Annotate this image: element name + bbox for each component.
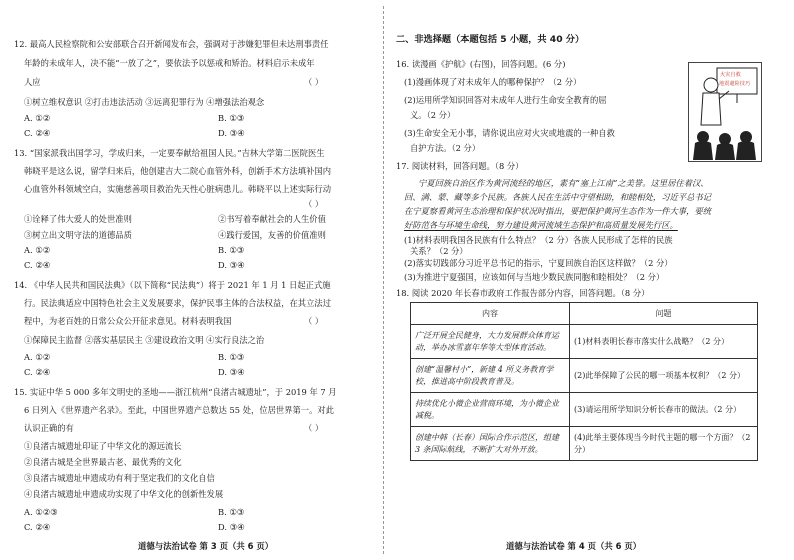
q15-option-4: ④良渚古城遗址申遗成功实现了中华文化的创新性发展 [24, 489, 224, 499]
q14-stem-line3: 程中，为老百姓的日常公众公开征求意见。材料表明我国 [24, 316, 232, 326]
q13-option-c[interactable]: C. ②④ [24, 260, 51, 270]
q17-passage-line2: 回、满、蒙、藏等多个民族。各族人民在生活中守望相助，和睦相处，习近平总书记 [404, 192, 711, 202]
q15-stem-line2: 6 日列入《世界遗产名录》。至此，中国世界遗产总数达 55 处，位居世界第一。对此 [24, 405, 334, 415]
q18-row4-question: (4)此举主要体现当今时代主题的哪一个方面？（2 分） [570, 427, 758, 461]
q14-stem-line2: 行。民法典适应中国特色社会主义发展要求，保护民事主体的合法权益，在其立法过 [24, 298, 331, 308]
q12-stem-line3: 人应 [24, 77, 41, 87]
q17-sub2: (2)落实切践部分习近平总书记的指示，宁夏回族自治区这样做？（2 分） [404, 258, 673, 268]
q13-stem-line1: 13. “国家派我出国学习，学成归来，一定要奉献给祖国人民。”吉林大学第二医院医生 [14, 148, 325, 158]
q17-passage-line1: 宁夏回族自治区作为黄河流经的地区，素有“塞上江南”之美誉。这里居住着汉、 [418, 178, 709, 188]
q12-option-d[interactable]: D. ③④ [218, 128, 245, 138]
q17-sub1-cont: 关系？（2 分） [410, 246, 468, 256]
q16-sub3-line1: (3)生命安全无小事，请你说出应对火灾或地震的一种自救 [404, 128, 615, 138]
board-line2: 地震避险技巧 [719, 81, 751, 87]
q16-sub1: (1)漫画体现了对未成年人的哪种保护？（2 分） [404, 77, 582, 87]
q16-sub2-line1: (2)运用所学知识回答对未成年人进行生命安全教育的屈 [404, 95, 607, 105]
q18-table [410, 302, 758, 461]
q14-answer-paren: （ ） [304, 316, 324, 326]
q15-option-3: ③良渚古城遗址申遗成功有利于坚定我们的文化自信 [24, 473, 215, 483]
q16-sub3-line2: 自护方法。（2 分） [410, 143, 481, 153]
q15-option-1: ①良渚古城遗址印证了中华文化的源远流长 [24, 441, 182, 451]
q13-option-3: ③树立出文明守法的道德品质 [24, 230, 132, 240]
page-divider [383, 6, 384, 554]
section-heading: 二、非选择题（本题包括 5 小题，共 40 分） [396, 34, 585, 45]
q15-stem-line3: 认识正确的有 [24, 423, 74, 433]
q18-row1-question: (1)材料表明长春市落实什么战略？（2 分） [570, 325, 758, 359]
q14-option-d[interactable]: D. ③④ [218, 367, 245, 377]
q12-option-c[interactable]: C. ②④ [24, 128, 51, 138]
q15-option-a[interactable]: A. ①②③ [24, 507, 58, 517]
q17-passage-line4: 好防范各与环境生命线，努力建设黄河流域生态保护和高质量发展先行区。 [404, 220, 678, 230]
q15-option-d[interactable]: D. ③④ [218, 522, 245, 532]
q13-stem-line2: 韩晓平是这么说，留学归来后，他创建吉大二院心血管外科，创新手术方法填补国内 [24, 166, 331, 176]
q18-header-content: 内容 [411, 303, 570, 325]
q16-stem: 16. 读漫画《护航》(右图)，回答问题。(6 分) [396, 59, 566, 69]
q18-row3-content: 持续优化小微企业营商环境，为小微企业减税。 [411, 393, 570, 427]
right-page-footer: 道德与法治试卷 第 4 页（共 6 页） [506, 541, 642, 551]
q17-sub1: (1)材料表明我国各民族有什么特点？（2 分）各族人民形成了怎样的民族 [404, 235, 673, 245]
q18-header-question: 问题 [570, 303, 758, 325]
cartoon-illustration [688, 62, 762, 162]
q17-stem: 17. 阅读材料，回答问题。（8 分） [396, 161, 524, 171]
q18-row2-content: 创建“温馨村小”，新建 4 所义务教育学校，推进高中阶段教育普及。 [411, 359, 570, 393]
q18-row4-content: 创建中韩（长春）国际合作示范区，组建 3 条国际航线，不断扩大对外开放。 [411, 427, 570, 461]
q14-option-c[interactable]: C. ②④ [24, 367, 51, 377]
q15-stem-line1: 15. 实证中华 5 000 多年文明史的圣地——浙江杭州“良渚古城遗址”，于 2019 年 7 月 [14, 387, 337, 397]
q17-sub3: (3)为推进宁夏强国，应该如何与当地少数民族同胞和睦相处？（2 分） [404, 272, 665, 282]
q15-option-c[interactable]: C. ②④ [24, 522, 51, 532]
left-page [14, 0, 372, 560]
q18-row1-content: 广泛开展全民健身，大力发展群众体育运动，举办冰雪嘉年华等大型体育活动。 [411, 325, 570, 359]
q17-passage-line3: 在宁夏察看黄河生态治理和保护状况时指出，要把保护黄河生态作为一件大事，要统 [404, 206, 711, 216]
q18-stem-line: 18. 阅读 2020 年长春市政府工作报告部分内容，回答问题。（8 分） [396, 288, 650, 298]
q13-option-2: ②书写着奉献社会的人生价值 [218, 214, 326, 224]
q13-option-4: ④践行爱国，友善的价值准则 [218, 230, 326, 240]
q12-stem-line2: 年龄的未成年人，决不能“一放了之”，要依法予以惩戒和矫治。材料启示未成年 [24, 58, 315, 68]
q13-option-b[interactable]: B. ①③ [218, 245, 245, 255]
q15-option-2: ②良渚古城是全世界最古老、最优秀的文化 [24, 457, 182, 467]
q18-row2-question: (2)此举保障了公民的哪一项基本权利？（2 分） [570, 359, 758, 393]
q12-answer-paren: （ ） [304, 77, 324, 87]
q12-option-a[interactable]: A. ①② [24, 113, 51, 123]
q12-stem-line1: 12. 最高人民检察院和公安部联合召开新闻发布会，强调对于涉嫌犯罪但未达刑事责任 [14, 39, 329, 49]
q15-answer-paren: （ ） [304, 423, 324, 433]
right-page [396, 0, 780, 560]
q14-stem-line1: 14. 《中华人民共和国民法典》（以下简称“民法典”）将于 2021 年 1 月 1 日起正式施 [14, 280, 331, 290]
q13-option-a[interactable]: A. ①② [24, 245, 51, 255]
q13-option-1: ①诠释了伟大爱人的处世准则 [24, 214, 132, 224]
q13-option-d[interactable]: D. ③④ [218, 260, 245, 270]
q14-option-b[interactable]: B. ①③ [218, 352, 245, 362]
q18-row3-question: (3)请运用所学知识分析长春市的做法。（2 分） [570, 393, 758, 427]
q14-options: ①保障民主监督 ②落实基层民主 ③建设政治文明 ④实行良法之治 [24, 335, 265, 345]
q14-option-a[interactable]: A. ①② [24, 352, 51, 362]
q15-option-b[interactable]: B. ①③ [218, 507, 245, 517]
left-page-footer: 道德与法治试卷 第 3 页（共 6 页） [138, 541, 274, 551]
board-line1: 火灾自救 [720, 72, 741, 78]
q13-answer-paren: （ ） [304, 199, 324, 209]
q16-sub2-line2: 义。（2 分） [410, 110, 456, 120]
q12-options: ①树立维权意识 ②打击违法活动 ③远离犯罪行为 ④增强法治观念 [24, 97, 265, 107]
q12-option-b[interactable]: B. ①③ [218, 113, 245, 123]
q13-stem-line3: 心血管外科领域空白，实施慈善项目救治先天性心脏病患儿。韩晓平以上述实际行动 [24, 184, 331, 194]
